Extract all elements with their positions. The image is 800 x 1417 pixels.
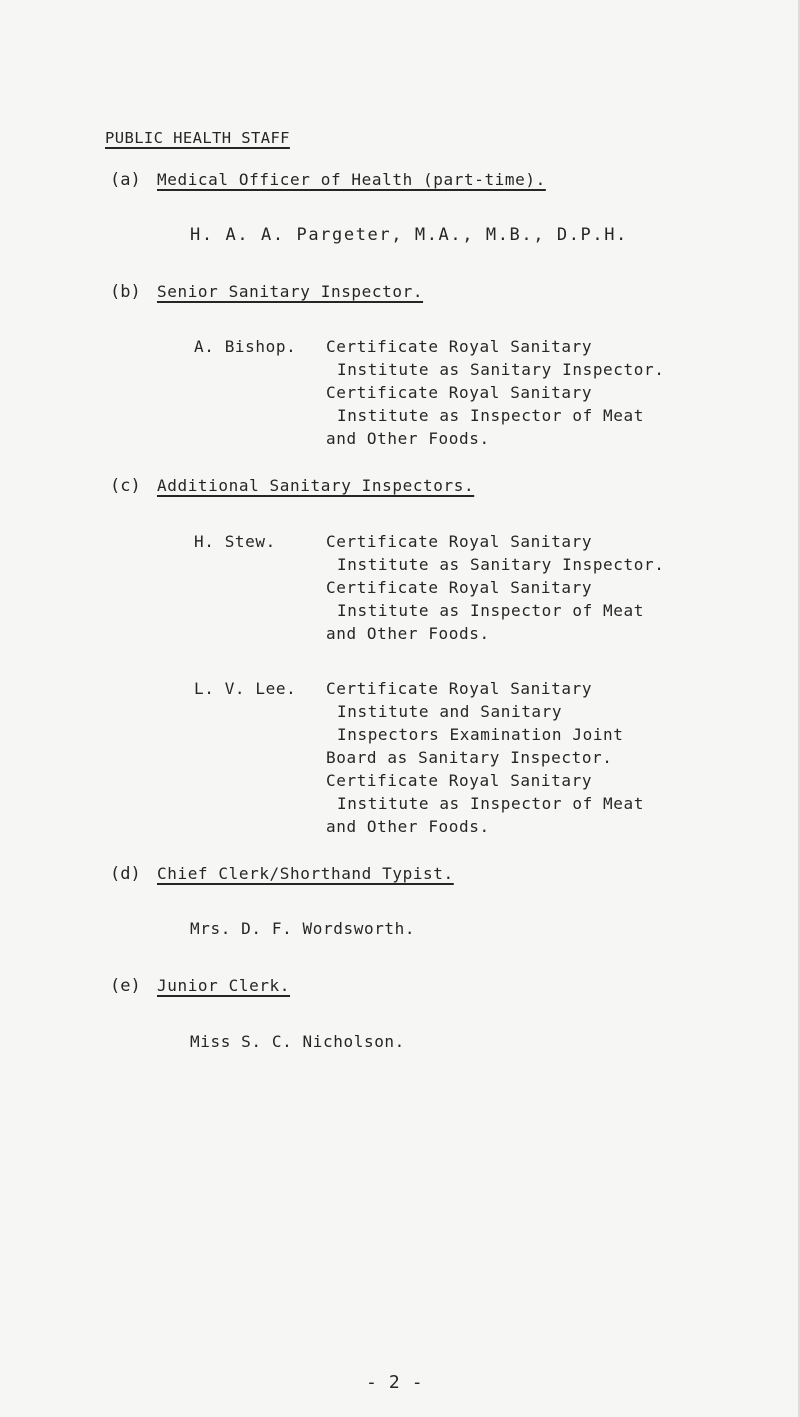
stew-name: H. Stew.: [194, 532, 276, 551]
section-d-title: Chief Clerk/Shorthand Typist.: [157, 864, 454, 883]
section-e-letter: (e): [110, 976, 141, 996]
lee-qualification-line-3: Inspectors Examination Joint: [337, 725, 624, 744]
section-d-letter: (d): [110, 864, 141, 884]
bishop-qualification-line-5: and Other Foods.: [326, 429, 490, 448]
section-d-person-name: Mrs. D. F. Wordsworth.: [190, 919, 416, 938]
lee-qualification-line-1: Certificate Royal Sanitary: [326, 679, 593, 698]
lee-qualification-line-5: Certificate Royal Sanitary: [326, 771, 593, 790]
stew-qualification-line-5: and Other Foods.: [326, 624, 490, 643]
lee-qualification-line-4: Board as Sanitary Inspector.: [326, 748, 613, 767]
section-b-title: Senior Sanitary Inspector.: [157, 282, 424, 301]
page-number: - 2 -: [366, 1372, 424, 1393]
bishop-name: A. Bishop.: [194, 337, 297, 356]
bishop-qualification-line-1: Certificate Royal Sanitary: [326, 337, 593, 356]
section-a-letter: (a): [110, 170, 141, 190]
section-a-title: Medical Officer of Health (part-time).: [157, 170, 546, 189]
stew-qualification-line-3: Certificate Royal Sanitary: [326, 578, 593, 597]
lee-qualification-line-6: Institute as Inspector of Meat: [337, 794, 644, 813]
stew-qualification-line-2: Institute as Sanitary Inspector.: [337, 555, 665, 574]
page-heading: PUBLIC HEALTH STAFF: [105, 129, 290, 147]
section-c-title: Additional Sanitary Inspectors.: [157, 476, 475, 495]
bishop-qualification-line-4: Institute as Inspector of Meat: [337, 406, 644, 425]
stew-qualification-line-4: Institute as Inspector of Meat: [337, 601, 644, 620]
section-b-letter: (b): [110, 282, 141, 302]
bishop-qualification-line-2: Institute as Sanitary Inspector.: [337, 360, 665, 379]
lee-qualification-line-7: and Other Foods.: [326, 817, 490, 836]
section-a-person-name: H. A. A. Pargeter, M.A., M.B., D.P.H.: [190, 225, 628, 245]
section-c-letter: (c): [110, 476, 141, 496]
lee-name: L. V. Lee.: [194, 679, 297, 698]
section-e-person-name: Miss S. C. Nicholson.: [190, 1032, 405, 1051]
section-e-title: Junior Clerk.: [157, 976, 291, 995]
stew-qualification-line-1: Certificate Royal Sanitary: [326, 532, 593, 551]
bishop-qualification-line-3: Certificate Royal Sanitary: [326, 383, 593, 402]
lee-qualification-line-2: Institute and Sanitary: [337, 702, 563, 721]
